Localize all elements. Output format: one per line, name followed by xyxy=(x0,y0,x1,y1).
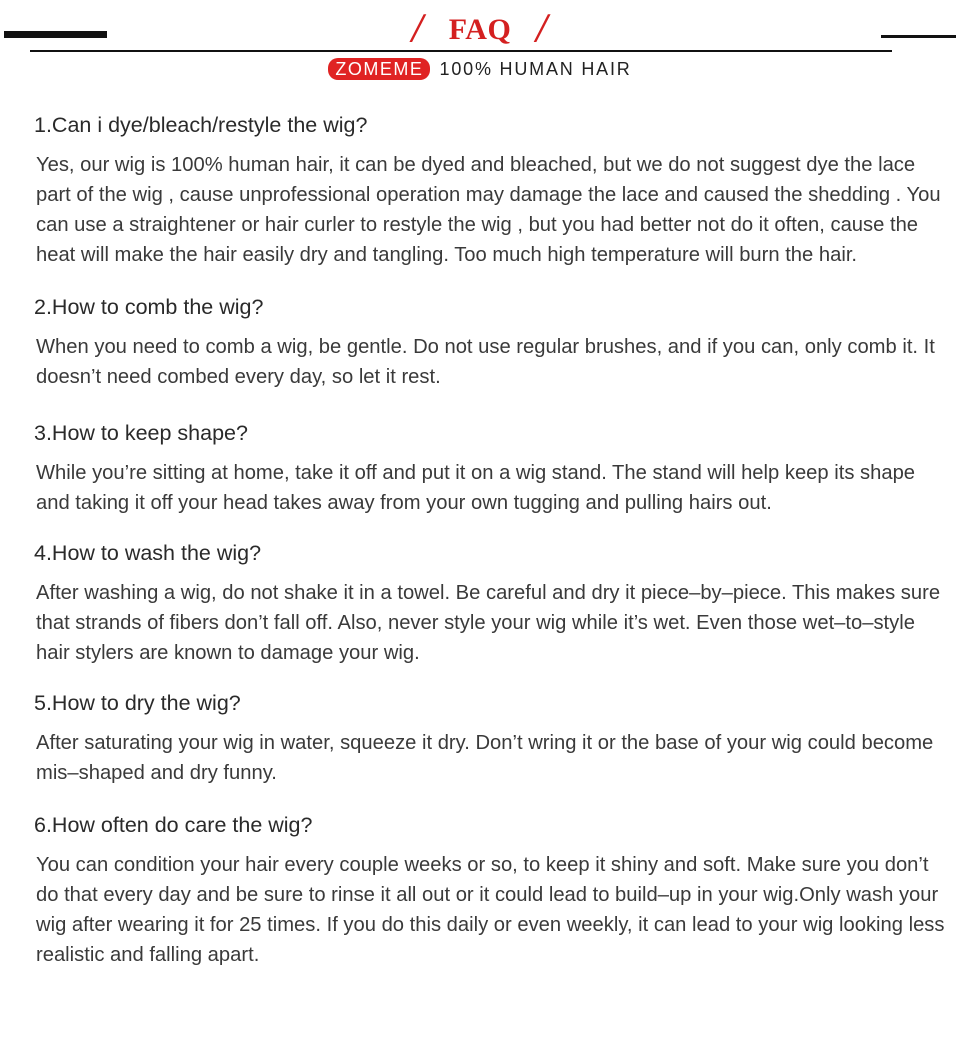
faq-question: 4.How to wash the wig? xyxy=(34,541,262,565)
faq-answer: After saturating your wig in water, squeeze it dry. Don’t wring it or the base of your wig could become mis–shaped and dry funny. xyxy=(36,732,934,784)
faq-question: 1.Can i dye/bleach/restyle the wig? xyxy=(34,113,368,137)
right-slash-decoration: / xyxy=(536,8,548,48)
faq-answer: After washing a wig, do not shake it in a towel. Be careful and dry it piece–by–piece. This makes sure that strands of fibers don’t fall off. Also, never style your wig while it’s wet. Even those wet–to–style hair stylers are known to damage your wig. xyxy=(36,582,941,664)
faq-item xyxy=(34,538,949,668)
faq-answer: Yes, our wig is 100% human hair, it can be dyed and bleached, but we do not suggest dye the lace part of the wig , cause unprofessional operation may damage the lace and caused the shedding . You can use a straightener or hair curler to restyle the wig , but you had better not do it often, cause the heat will make the hair easily dry and tangling. Too much high temperature will burn the hair. xyxy=(36,154,941,266)
left-slash-decoration: / xyxy=(412,8,424,48)
faq-question: 3.How to keep shape? xyxy=(34,421,248,445)
faq-list xyxy=(34,110,949,970)
faq-answer: While you’re sitting at home, take it off and put it on a wig stand. The stand will help keep its shape and taking it off your head takes away from your own tugging and pulling hairs out. xyxy=(36,462,916,514)
faq-item xyxy=(34,688,949,788)
faq-answer: When you need to comb a wig, be gentle. Do not use regular brushes, and if you can, only comb it. It doesn’t need combed every day, so let it rest. xyxy=(36,336,935,388)
faq-item xyxy=(34,810,949,970)
brand-badge: ZOMEME xyxy=(328,58,430,80)
faq-question: 2.How to comb the wig? xyxy=(34,295,264,319)
faq-item xyxy=(34,292,949,392)
faq-header xyxy=(0,0,960,90)
brand-line xyxy=(0,58,960,82)
page-title: FAQ xyxy=(448,13,512,46)
faq-answer: You can condition your hair every couple weeks or so, to keep it shiny and soft. Make sure you don’t do that every day and be sure to rinse it all out or it could lead to build–up in your wig.Only wash your wig after wearing it for 25 times. If you do this daily or even weekly, it can lead to your wig looking less realistic and falling apart. xyxy=(36,854,945,966)
faq-item xyxy=(34,110,949,270)
tagline: 100% HUMAN HAIR xyxy=(439,59,632,79)
title-row xyxy=(0,8,960,48)
faq-item xyxy=(34,418,949,518)
faq-question: 5.How to dry the wig? xyxy=(34,691,241,715)
faq-question: 6.How often do care the wig? xyxy=(34,813,313,837)
